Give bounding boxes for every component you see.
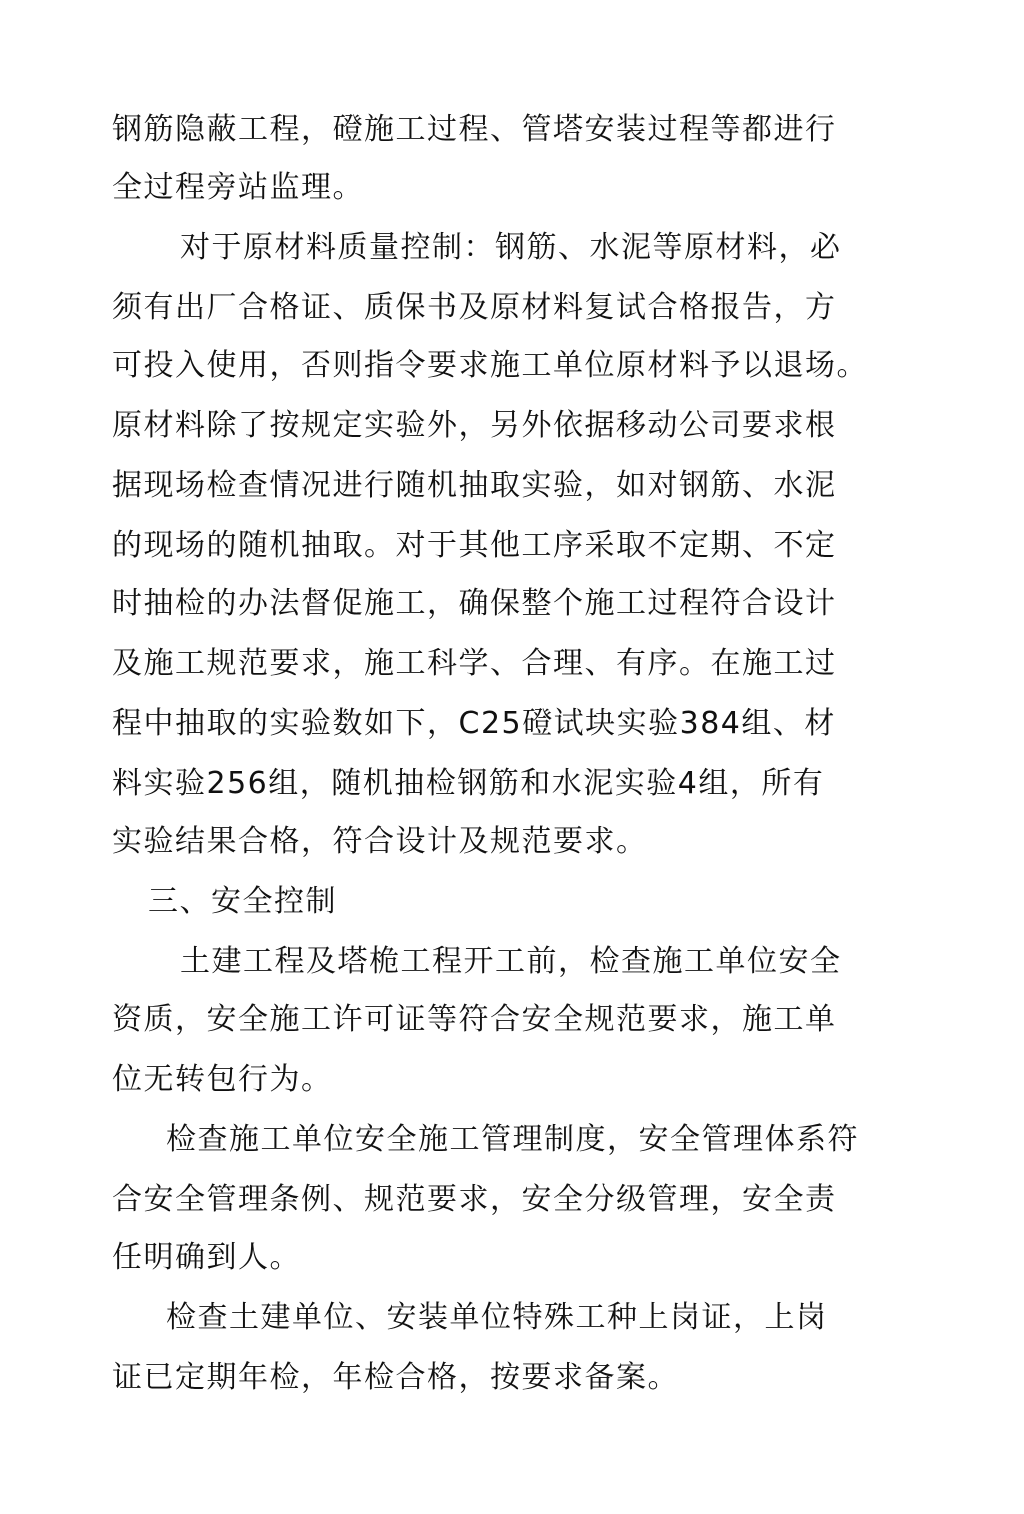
text-line-7: 据现场检查情况进行随机抽取实验，如对钢筋、水泥: [112, 468, 837, 503]
text-line-2: 全过程旁站监理。: [112, 170, 364, 205]
text-line-16: 资质，安全施工许可证等符合安全规范要求，施工单: [112, 1002, 837, 1037]
text-line-11: 程中抽取的实验数如下，C25磴试块实验384组、材: [112, 706, 836, 741]
text-line-15: 土建工程及塔桅工程开工前，检查施工单位安全: [180, 944, 842, 979]
text-line-3: 对于原材料质量控制：钢筋、水泥等原材料，必: [180, 230, 842, 265]
text-line-19: 合安全管理条例、规范要求，安全分级管理，安全责: [112, 1182, 837, 1217]
text-line-18: 检查施工单位安全施工管理制度，安全管理体系符: [166, 1122, 859, 1157]
text-line-5: 可投入使用，否则指令要求施工单位原材料予以退场。: [112, 348, 868, 383]
text-line-6: 原材料除了按规定实验外，另外依据移动公司要求根: [112, 408, 837, 443]
text-line-8: 的现场的随机抽取。对于其他工序采取不定期、不定: [112, 528, 837, 563]
text-line-17: 位无转包行为。: [112, 1062, 333, 1097]
text-line-4: 须有出厂合格证、质保书及原材料复试合格报告，方: [112, 290, 837, 325]
section-heading: 三、安全控制: [148, 884, 337, 919]
text-line-13: 实验结果合格，符合设计及规范要求。: [112, 824, 648, 859]
text-line-20: 任明确到人。: [112, 1240, 301, 1275]
text-line-21: 检查土建单位、安装单位特殊工种上岗证，上岗: [166, 1300, 828, 1335]
text-line-22: 证已定期年检，年检合格，按要求备案。: [112, 1360, 679, 1395]
text-line-9: 时抽检的办法督促施工，确保整个施工过程符合设计: [112, 586, 837, 621]
text-line-12: 料实验256组，随机抽检钢筋和水泥实验4组，所有: [112, 766, 825, 801]
text-line-10: 及施工规范要求，施工科学、合理、有序。在施工过: [112, 646, 837, 681]
text-line-1: 钢筋隐蔽工程，磴施工过程、管塔安装过程等都进行: [112, 112, 837, 147]
